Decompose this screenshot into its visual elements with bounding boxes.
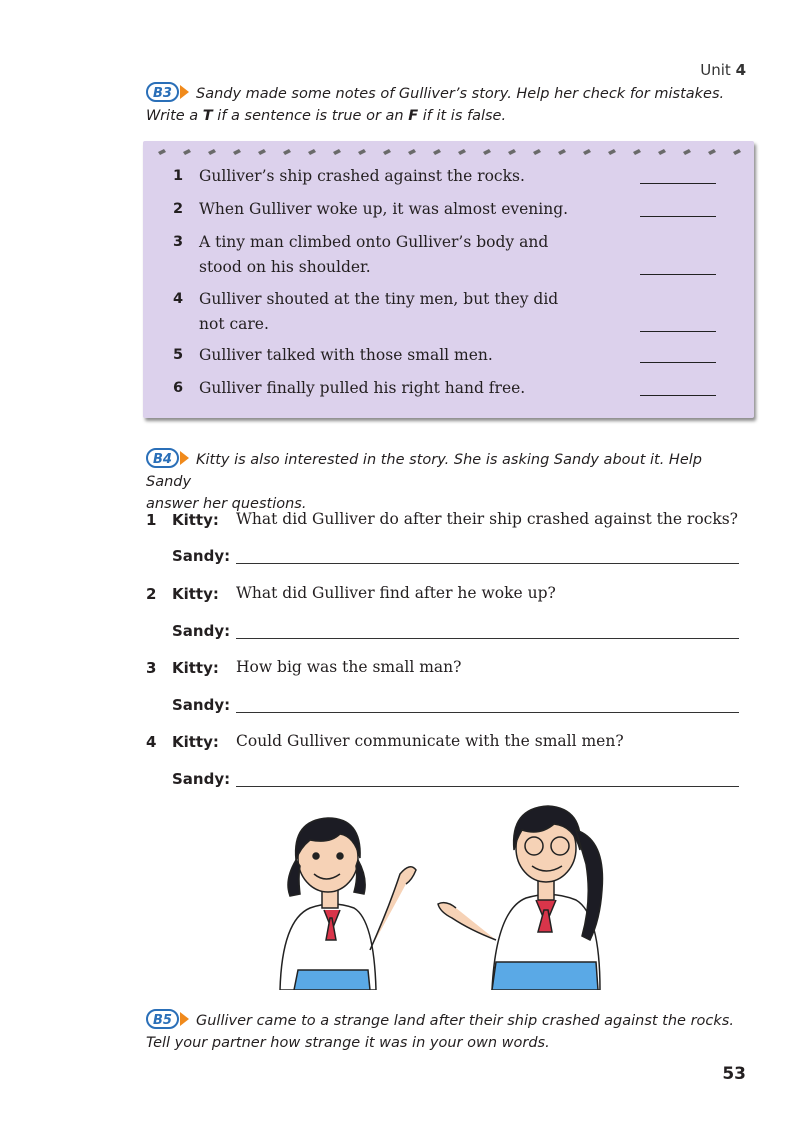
svg-text:B5: B5 [153, 1013, 172, 1028]
b3-notes-card: 1 Gulliver’s ship crashed against the rocks. 2 When Gulliver woke up, it was almost evening. 3 A tiny man climbed onto Gulliver’s body and stood on his shoulder. 4 Gulliver shouted at the tiny men, but they did not care. 5 Gulliver talked with those small men. 6 Gulliver finally pulled his right hand free. [143, 141, 754, 418]
b3-badge-icon [146, 82, 190, 102]
kitty-question-3: 3 Kitty: How big was the small man? [146, 658, 462, 677]
b5-instruction-line2: Tell your partner how strange it was in your own words. [146, 1035, 550, 1051]
b5-badge-icon [146, 1009, 190, 1029]
svg-text:B4: B4 [153, 452, 172, 467]
unit-number: 4 [735, 61, 746, 79]
card-punch-holes [153, 146, 743, 156]
tf-answer-blank-1[interactable] [640, 183, 716, 184]
b3-instruction-line1: Sandy made some notes of Gulliver’s story. Help her check for mistakes. [196, 86, 725, 102]
svg-text:B3: B3 [153, 86, 172, 101]
kitty-figure [280, 818, 416, 990]
kitty-question-1: 1 Kitty: What did Gulliver do after their ship crashed against the rocks? [146, 510, 738, 529]
b3-instruction: B3 Sandy made some notes of Gulliver’s story. Help her check for mistakes. Write a T if a sentence is true or an F if it is false. [146, 83, 746, 127]
tf-answer-blank-4[interactable] [640, 331, 716, 332]
tf-answer-blank-3[interactable] [640, 274, 716, 275]
b5-instruction-line1: Gulliver came to a strange land after their ship crashed against the rocks. [196, 1013, 734, 1029]
tf-answer-blank-2[interactable] [640, 216, 716, 217]
answer-line-4[interactable] [236, 786, 739, 787]
b4-instruction [146, 449, 746, 515]
kitty-question-2: 2 Kitty: What did Gulliver find after he woke up? [146, 584, 556, 603]
sandy-answer-4: Sandy: [146, 768, 746, 792]
sandy-figure [438, 806, 602, 990]
kitty-question-4: 4 Kitty: Could Gulliver communicate with the small men? [146, 732, 624, 751]
tf-answer-blank-5[interactable] [640, 362, 716, 363]
sandy-answer-3: Sandy: [146, 694, 746, 718]
answer-line-3[interactable] [236, 712, 739, 713]
b4-instruction-line1: Kitty is also interested in the story. She is asking Sandy about it. Help Sandy [146, 452, 702, 490]
tf-answer-blank-6[interactable] [640, 395, 716, 396]
sandy-answer-2: Sandy: [146, 620, 746, 644]
page-number: 53 [722, 1064, 746, 1084]
b5-instruction [146, 1010, 746, 1054]
unit-header [700, 61, 746, 79]
sandy-answer-1: Sandy: [146, 545, 746, 569]
unit-label: Unit [700, 61, 731, 79]
b4-instruction-line2: answer her questions. [146, 496, 307, 512]
answer-line-1[interactable] [236, 563, 739, 564]
b4-badge-icon [146, 448, 190, 468]
answer-line-2[interactable] [236, 638, 739, 639]
kitty-and-sandy-illustration [270, 800, 620, 990]
